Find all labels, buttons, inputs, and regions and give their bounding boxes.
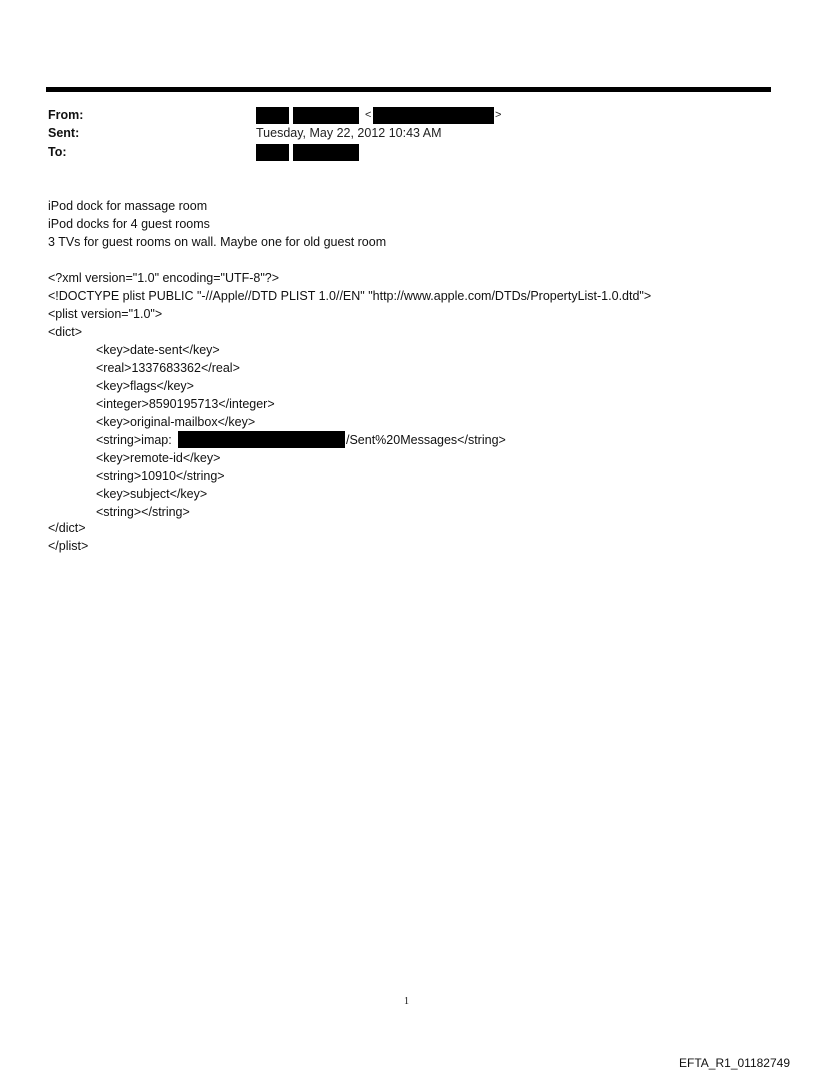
plist-open-tag: <plist version="1.0">	[48, 307, 163, 321]
plist-entry: <key>date-sent</key>	[96, 343, 220, 357]
plist-entry: <string></string>	[96, 505, 190, 519]
from-close-bracket: >	[495, 109, 502, 121]
plist-entry: <key>original-mailbox</key>	[96, 415, 256, 429]
from-email-redaction	[373, 107, 494, 124]
document-id: EFTA_R1_01182749	[679, 1056, 790, 1070]
plist-entry: <key>remote-id</key>	[96, 451, 221, 465]
from-open-bracket: <	[365, 109, 372, 121]
plist-xml-declaration: <?xml version="1.0" encoding="UTF-8"?>	[48, 271, 280, 285]
plist-close-tag: </plist>	[48, 539, 89, 553]
plist-entry-imap-prefix: <string>imap:	[96, 433, 172, 447]
imap-path-redaction	[178, 431, 345, 448]
dict-close-tag: </dict>	[48, 521, 86, 535]
from-name-redaction-2	[293, 107, 359, 124]
to-name-redaction-2	[293, 144, 359, 161]
plist-entry: <string>10910</string>	[96, 469, 225, 483]
plist-entry-imap-suffix: /Sent%20Messages</string>	[346, 433, 506, 447]
body-line-2: iPod docks for 4 guest rooms	[48, 217, 210, 231]
plist-entry: <integer>8590195713</integer>	[96, 397, 275, 411]
sent-value: Tuesday, May 22, 2012 10:43 AM	[256, 126, 442, 140]
plist-entry: <key>subject</key>	[96, 487, 208, 501]
body-line-1: iPod dock for massage room	[48, 199, 208, 213]
to-label: To:	[48, 145, 67, 159]
header-rule	[46, 87, 771, 92]
body-line-3: 3 TVs for guest rooms on wall. Maybe one for old guest room	[48, 235, 387, 249]
from-name-redaction-1	[256, 107, 289, 124]
dict-open-tag: <dict>	[48, 325, 83, 339]
plist-entry: <key>flags</key>	[96, 379, 194, 393]
page-number: 1	[404, 996, 409, 1007]
plist-entry: <real>1337683362</real>	[96, 361, 240, 375]
sent-label: Sent:	[48, 126, 80, 140]
from-label: From:	[48, 108, 84, 122]
to-name-redaction-1	[256, 144, 289, 161]
plist-doctype: <!DOCTYPE plist PUBLIC "-//Apple//DTD PLIST 1.0//EN" "http://www.apple.com/DTDs/PropertyList-1.0.dtd">	[48, 289, 652, 303]
